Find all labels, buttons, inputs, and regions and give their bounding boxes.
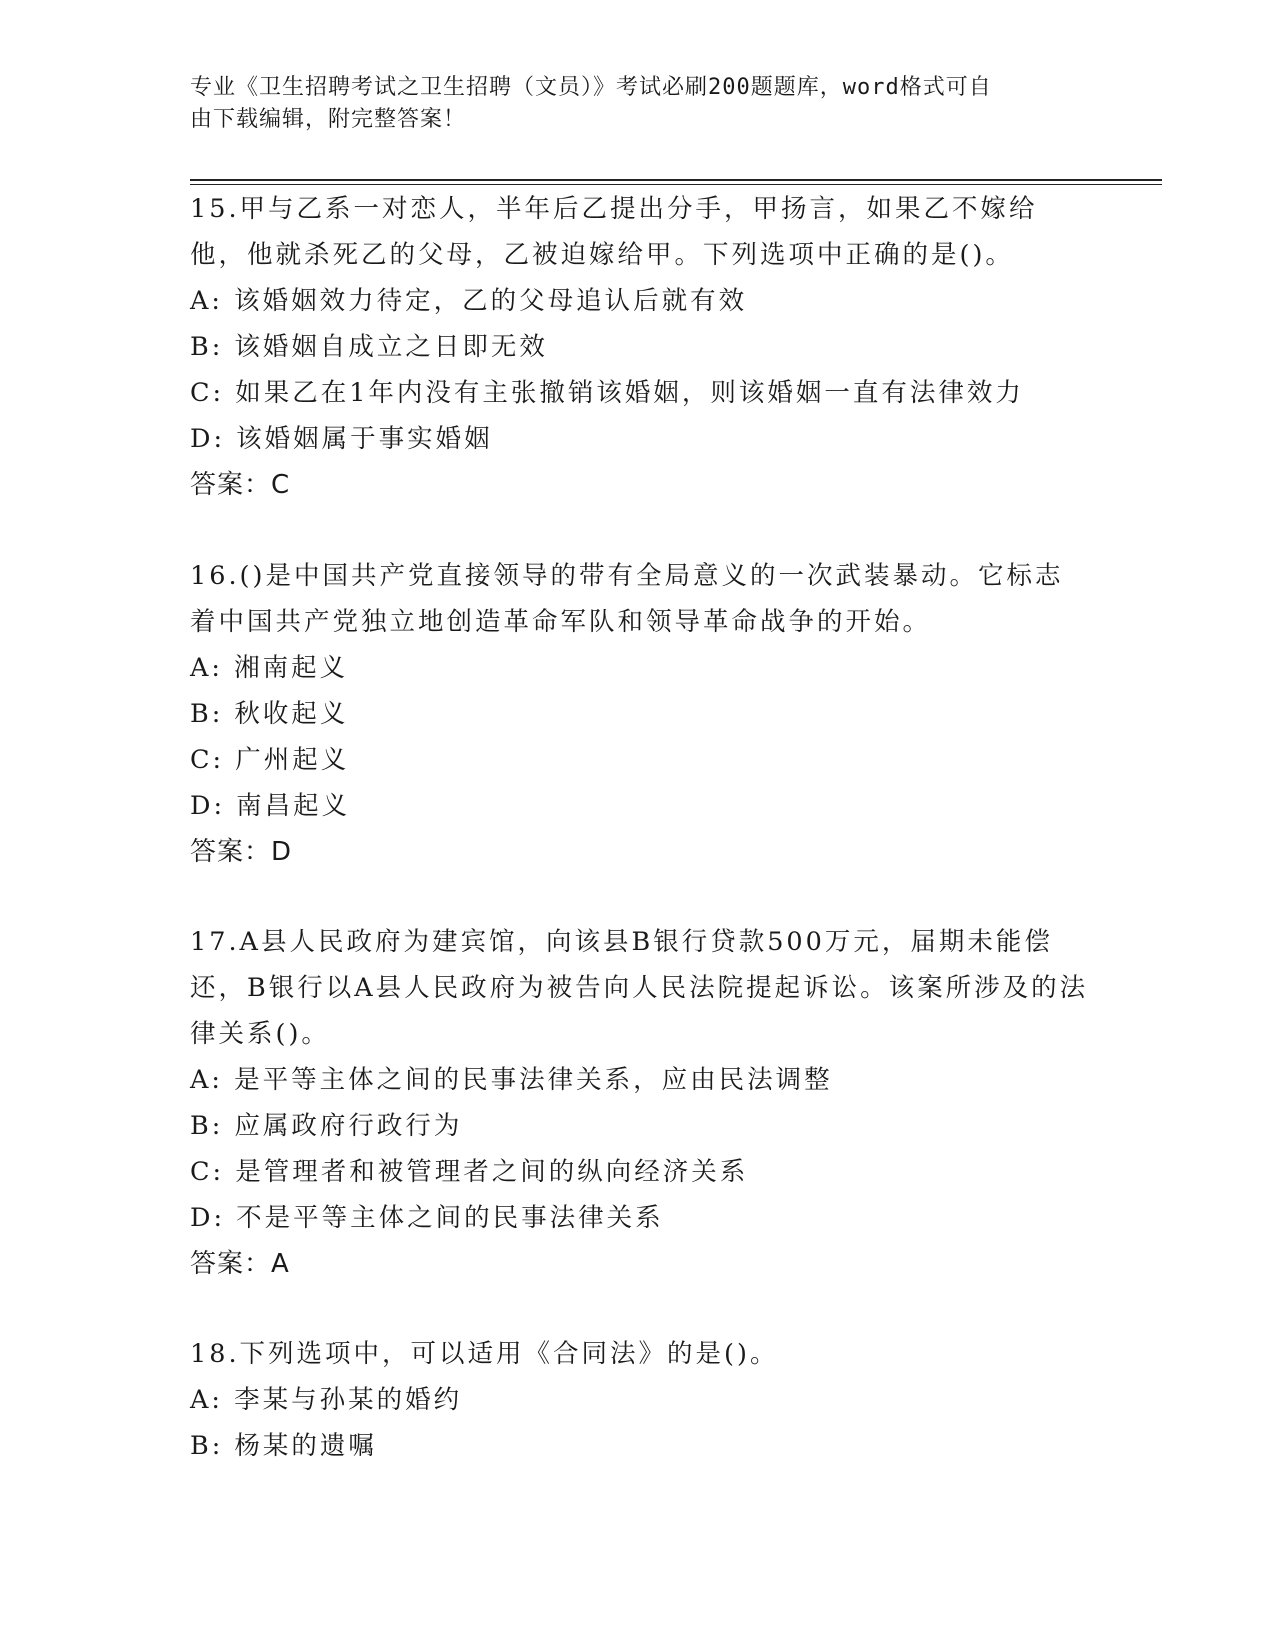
option-d: D: 不是平等主体之间的民事法律关系 xyxy=(190,1203,664,1233)
option-d: D: 该婚姻属于事实婚姻 xyxy=(190,424,493,454)
answer-line: 答案：A xyxy=(190,1249,290,1279)
option-c: C: 是管理者和被管理者之间的纵向经济关系 xyxy=(190,1157,749,1187)
header-divider-thin xyxy=(190,184,1162,185)
option-c: C: 如果乙在1年内没有主张撤销该婚姻，则该婚姻一直有法律效力 xyxy=(190,378,1024,408)
question-16 xyxy=(190,553,1090,875)
option-b: B: 该婚姻自成立之日即无效 xyxy=(190,332,548,362)
question-17 xyxy=(190,919,1090,1287)
option-a: A: 湘南起义 xyxy=(190,653,349,683)
header-divider-thick xyxy=(190,179,1162,181)
question-15 xyxy=(190,186,1090,508)
document-header xyxy=(190,72,1070,136)
answer-line: 答案：C xyxy=(190,470,291,500)
question-stem: 16.()是中国共产党直接领导的带有全局意义的一次武装暴动。它标志着中国共产党独立地创造革命军队和领导革命战争的开始。 xyxy=(190,561,1064,637)
answer-line: 答案：D xyxy=(190,837,293,867)
question-stem: 17.A县人民政府为建宾馆，向该县B银行贷款500万元，届期未能偿还，B银行以A县人民政府为被告向人民法院提起诉讼。该案所涉及的法律关系()。 xyxy=(190,927,1089,1049)
option-a: A: 李某与孙某的婚约 xyxy=(190,1385,463,1415)
option-d: D: 南昌起义 xyxy=(190,791,351,821)
option-b: B: 杨某的遗嘱 xyxy=(190,1431,377,1461)
option-a: A: 是平等主体之间的民事法律关系，应由民法调整 xyxy=(190,1065,833,1095)
option-b: B: 应属政府行政行为 xyxy=(190,1111,463,1141)
question-stem: 18.下列选项中，可以适用《合同法》的是()。 xyxy=(190,1339,779,1369)
option-b: B: 秋收起义 xyxy=(190,699,349,729)
question-stem: 15.甲与乙系一对恋人，半年后乙提出分手，甲扬言，如果乙不嫁给他，他就杀死乙的父母，乙被迫嫁给甲。下列选项中正确的是()。 xyxy=(190,194,1038,270)
option-a: A: 该婚姻效力待定，乙的父母追认后就有效 xyxy=(190,286,748,316)
header-line-1: 专业《卫生招聘考试之卫生招聘（文员）》考试必刷200题题库，word格式可自 xyxy=(190,75,992,100)
question-18 xyxy=(190,1331,1090,1469)
header-line-2: 由下载编辑，附完整答案！ xyxy=(190,107,467,132)
option-c: C: 广州起义 xyxy=(190,745,350,775)
